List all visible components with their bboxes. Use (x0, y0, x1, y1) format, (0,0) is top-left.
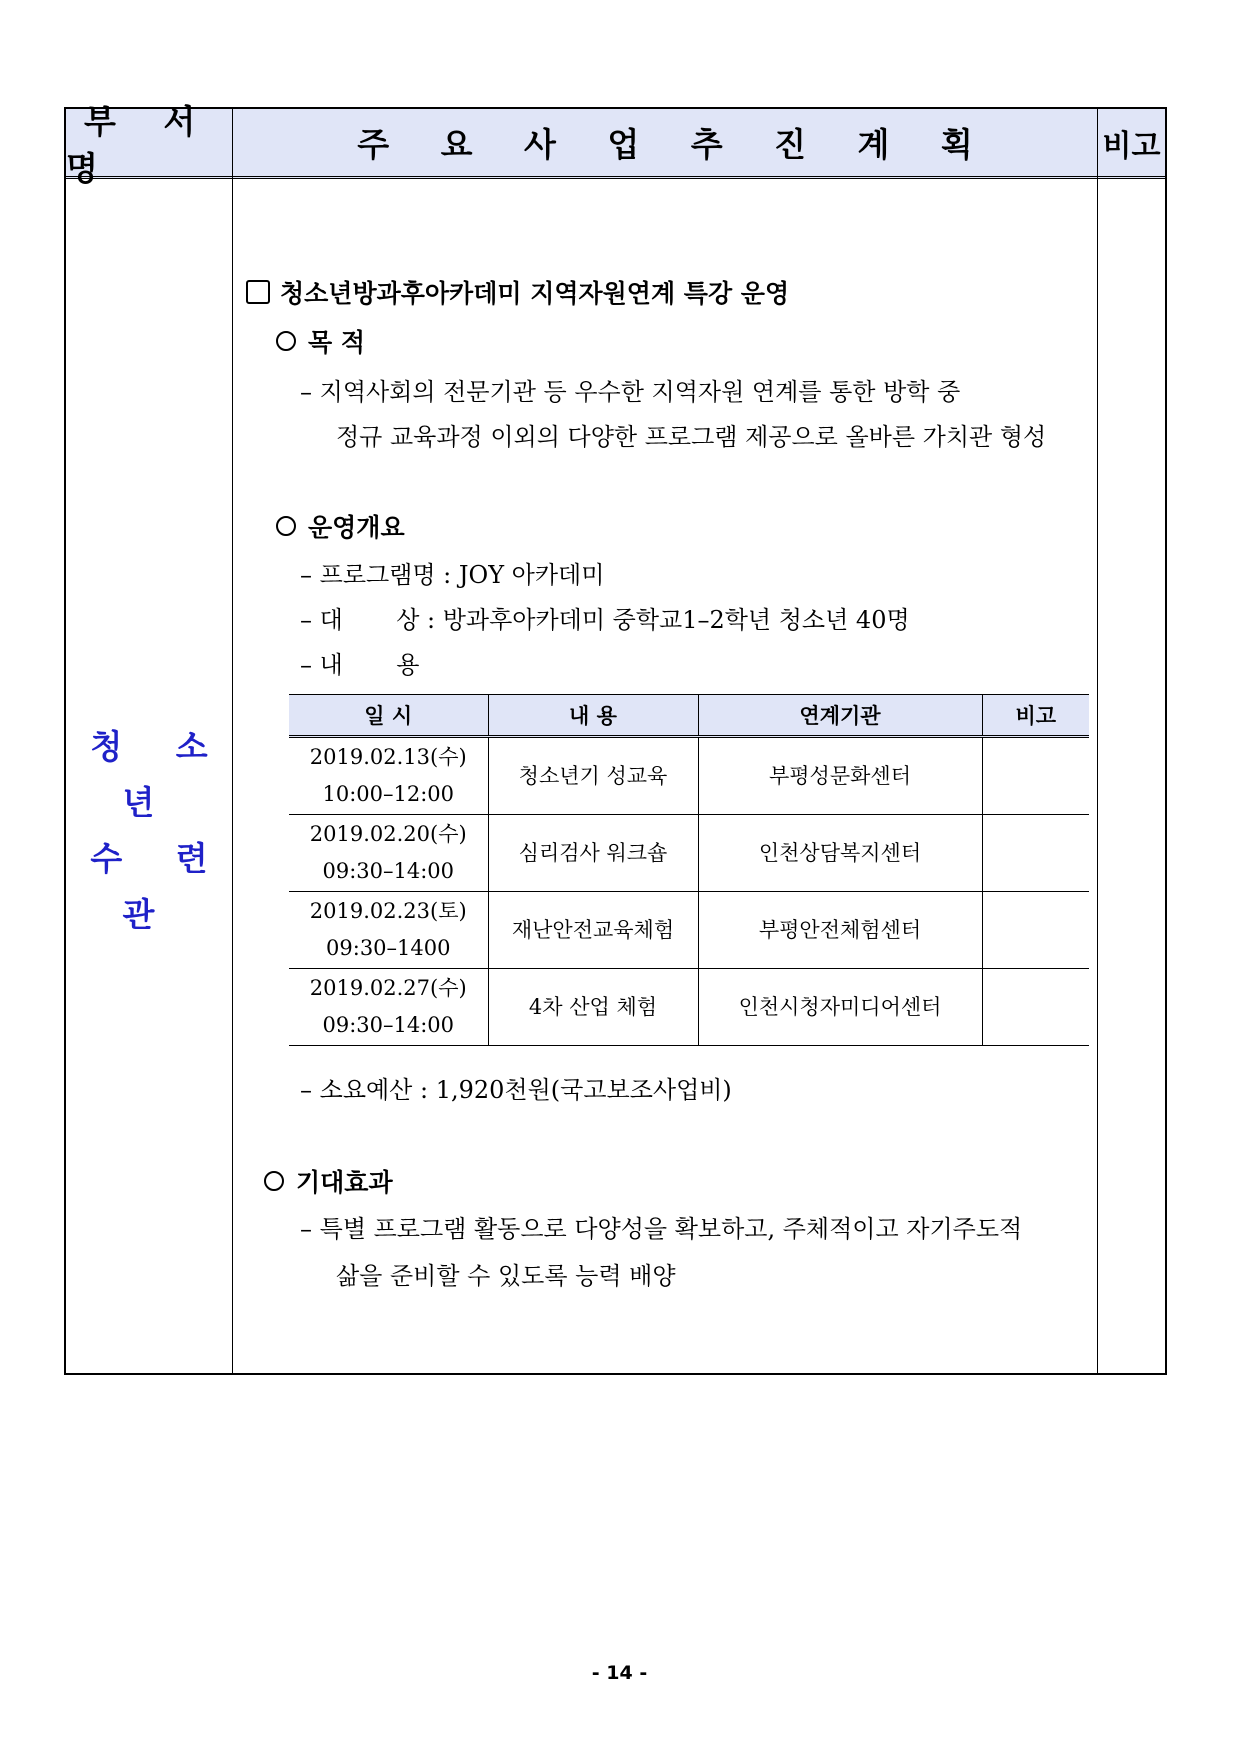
table-row (289, 737, 1089, 815)
schedule-organization: 부평안전체험센터 (698, 892, 982, 969)
schedule-date: 2019.02.13(수) (309, 745, 467, 769)
schedule-header-note: 비고 (982, 695, 1089, 737)
schedule-header-row (289, 695, 1089, 737)
department-name-line2: 수 련 관 (90, 839, 229, 934)
schedule-time: 09:30–14:00 (322, 1013, 455, 1037)
header-department: 부 서 명 (66, 101, 214, 188)
circle-bullet-icon (264, 1171, 284, 1191)
schedule-datetime (289, 737, 488, 815)
table-row (289, 892, 1089, 969)
schedule-datetime (289, 892, 488, 969)
table-row (289, 969, 1089, 1046)
overview-program: – 프로그램명 : JOY 아카데미 (300, 561, 605, 589)
department-name-line1: 청 소 년 (90, 727, 229, 822)
table-row (289, 815, 1089, 892)
schedule-date: 2019.02.20(수) (309, 822, 467, 846)
schedule-note (982, 969, 1089, 1046)
effect-heading: 기대효과 (296, 1168, 393, 1197)
purpose-line2: 정규 교육과정 이외의 다양한 프로그램 제공으로 올바른 가치관 형성 (336, 423, 1047, 451)
schedule-organization: 인천상담복지센터 (698, 815, 982, 892)
overview-content: – 내 용 (300, 651, 420, 679)
schedule-datetime (289, 969, 488, 1046)
section-title: 청소년방과후아카데미 지역자원연계 특강 운영 (280, 279, 790, 308)
schedule-organization: 인천시청자미디어센터 (698, 969, 982, 1046)
effect-line1: – 특별 프로그램 활동으로 다양성을 확보하고, 주체적이고 자기주도적 (300, 1215, 1023, 1243)
schedule-content: 청소년기 성교육 (488, 737, 698, 815)
circle-bullet-icon (276, 516, 296, 536)
schedule-note (982, 815, 1089, 892)
schedule-date: 2019.02.23(토) (309, 899, 467, 923)
schedule-content: 심리검사 워크숍 (488, 815, 698, 892)
schedule-content: 4차 산업 체험 (488, 969, 698, 1046)
purpose-heading-row (276, 323, 365, 359)
schedule-note (982, 892, 1089, 969)
schedule-date: 2019.02.27(수) (309, 976, 467, 1000)
header-main-plan: 주 요 사 업 추 진 계 획 (357, 125, 987, 164)
page-number: - 14 - (591, 1662, 648, 1684)
checkbox-square-icon (246, 280, 270, 304)
department-name (66, 719, 232, 943)
schedule-time: 09:30–1400 (326, 936, 451, 960)
schedule-header-organization: 연계기관 (698, 695, 982, 737)
effect-line2: 삶을 준비할 수 있도록 능력 배양 (336, 1262, 676, 1290)
purpose-line1: – 지역사회의 전문기관 등 우수한 지역자원 연계를 통한 방학 중 (300, 378, 961, 406)
effect-heading-row (264, 1163, 393, 1199)
schedule-header-content: 내 용 (488, 695, 698, 737)
schedule-time: 09:30–14:00 (322, 859, 455, 883)
column-divider-right (1097, 109, 1098, 1373)
schedule-time: 10:00–12:00 (322, 782, 455, 806)
schedule-organization: 부평성문화센터 (698, 737, 982, 815)
overview-heading: 운영개요 (308, 513, 405, 542)
schedule-datetime (289, 815, 488, 892)
schedule-content: 재난안전교육체험 (488, 892, 698, 969)
section-title-row (246, 274, 789, 310)
schedule-header-datetime: 일 시 (289, 695, 488, 737)
column-divider-left (232, 109, 233, 1373)
budget-line: – 소요예산 : 1,920천원(국고보조사업비) (300, 1076, 732, 1104)
purpose-heading: 목 적 (308, 328, 366, 357)
header-note: 비고 (1102, 128, 1161, 164)
circle-bullet-icon (276, 331, 296, 351)
schedule-note (982, 737, 1089, 815)
schedule-table (289, 694, 1089, 1046)
overview-heading-row (276, 508, 405, 544)
overview-target: – 대 상 : 방과후아카데미 중학교1–2학년 청소년 40명 (300, 606, 910, 634)
